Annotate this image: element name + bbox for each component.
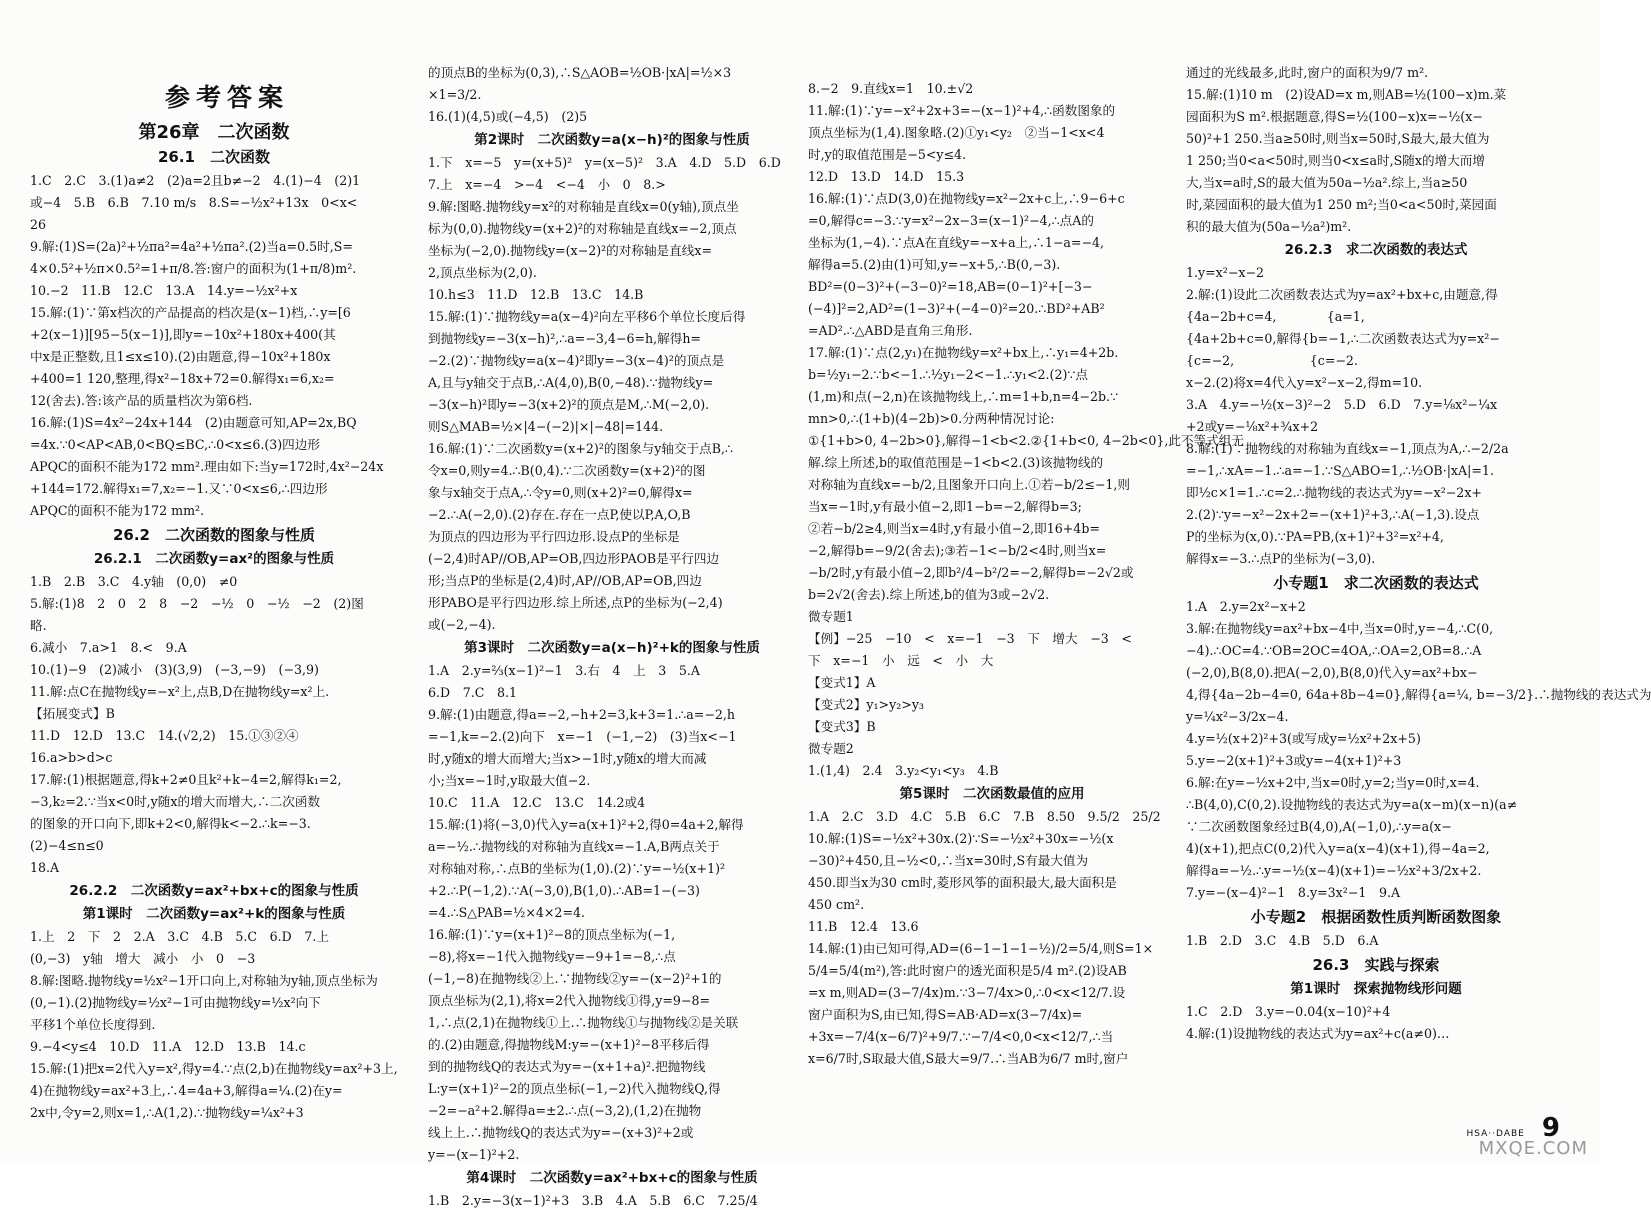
answer-line: 顶点坐标为(2,1),将x=2代入抛物线①得,y=9−8=: [428, 993, 711, 1008]
answer-line: 形;当点P的坐标是(2,4)时,AP//OB,AP=OB,四边: [428, 573, 702, 588]
answer-line: 到抛物线y=−3(x−h)²,∴a=−3,4−6=h,解得h=: [428, 331, 701, 346]
answer-line: 窗户面积为S,由已知,得S=AB·AD=x(3−7/4x)=: [808, 1007, 1083, 1022]
answer-line: =AD².∴△ABD是直角三角形.: [808, 323, 973, 338]
answer-line: 9.解:(1)S=(2a)²+½πa²=4a²+½πa².(2)当a=0.5时,S=: [30, 239, 353, 254]
answer-line: 1.A 2.y=⅔(x−1)²−1 3.右 4 上 3 5.A: [428, 663, 701, 678]
answer-line: 坐标为(1,−4).∵点A在直线y=−x+a上,∴1−a=−4,: [808, 235, 1105, 250]
answer-line: =4x.∵0<AP<AB,0<BQ≤BC,∴0<x≤6.(3)四边形: [30, 437, 320, 452]
answer-line: 6.减小 7.a>1 8.< 9.A: [30, 640, 187, 655]
answer-line: ×1=3/2.: [428, 87, 482, 102]
answer-line: 16.a>b>d>c: [30, 750, 113, 765]
answer-line: (1,m)和点(−2,n)在该抛物线上,∴m=1+b,n=4−2b.∵: [808, 389, 1119, 404]
answer-line: 时,菜园面积的最大值为1 250 m²;当0<a<50时,菜园面: [1186, 197, 1497, 212]
answer-line: 7.上 x=−4 >−4 <−4 小 0 8.>: [428, 177, 666, 192]
answer-line: 的图象的开口向下,即k+2<0,解得k<−2.∴k=−3.: [30, 816, 311, 831]
answer-line: 15.解:(1)将(−3,0)代入y=a(x+1)²+2,得0=4a+2,解得: [428, 817, 744, 832]
answer-line: (−2,4)时AP//OB,AP=OB,四边形PAOB是平行四边: [428, 551, 720, 566]
section-heading: 26.3 实践与探索: [1312, 956, 1440, 974]
answer-line: +3x=−7/4(x−6/7)²+9/7.∵−7/4<0,0<x<12/7,∴当: [808, 1029, 1114, 1044]
section-heading: 小专题1 求二次函数的表达式: [1273, 574, 1479, 592]
answer-line: 的顶点B的坐标为(0,3),∴S△AOB=½OB·|xA|=½×3: [428, 65, 732, 80]
answer-line: =−1,∴xA=−1.∴a=−1.∵S△ABO=1,∴½OB·|xA|=1.: [1186, 463, 1494, 478]
answer-line: 2,顶点坐标为(2,0).: [428, 265, 537, 280]
answer-line: 11.B 12.4 13.6: [808, 919, 919, 934]
answer-line: 2.解:(1)设此二次函数表达式为y=ax²+bx+c,由题意,得: [1186, 287, 1498, 302]
answer-line: 【例】−25 −10 < x=−1 −3 下 增大 −3 <: [808, 631, 1132, 646]
answer-line: 略.: [30, 618, 47, 633]
answer-line: 8.−2 9.直线x=1 10.±√2: [808, 81, 974, 96]
answer-line: +2或y=−⅛x²+¾x+2: [1186, 419, 1319, 434]
answer-line: 10.C 11.A 12.C 13.C 14.2或4: [428, 795, 646, 810]
answer-line: 到的抛物线Q的表达式为y=−(x+1+a)².把抛物线: [428, 1059, 706, 1074]
answer-line: 1.C 2.C 3.(1)a≠2 (2)a=2且b≠−2 4.(1)−4 (2)1: [30, 173, 361, 188]
answer-line: 16.解:(1)∵y=(x+1)²−8的顶点坐标为(−1,: [428, 927, 676, 942]
answer-line: (0,−1).(2)抛物线y=½x²−1可由抛物线y=½x²向下: [30, 995, 321, 1010]
answer-line: 6.解:在y=−½x+2中,当x=0时,y=2;当y=0时,x=4.: [1186, 775, 1480, 790]
answer-line: 【拓展变式】B: [30, 706, 115, 721]
answer-line: 3.解:在抛物线y=ax²+bx−4中,当x=0时,y=−4,∴C(0,: [1186, 621, 1494, 636]
answer-line: −3(x−h)²即y=−3(x+2)²的顶点是M,∴M(−2,0).: [428, 397, 710, 412]
answer-line: BD²=(0−3)²+(−3−0)²=18,AB=(0−1)²+[−3−: [808, 279, 1093, 294]
answer-line: 小;当x=−1时,y取最大值−2.: [428, 773, 591, 788]
answer-line: (−1,−8)在抛物线②上.∵抛物线②y=−(x−2)²+1的: [428, 971, 722, 986]
answer-line: −2,解得b=−9/2(舍去);③若−1<−b/2<4时,则当x=: [808, 543, 1107, 558]
answer-line: 1.上 2 下 2 2.A 3.C 4.B 5.C 6.D 7.上: [30, 929, 329, 944]
answer-line: 10.解:(1)S=−½x²+30x.(2)∵S=−½x²+30x=−½(x: [808, 831, 1114, 846]
answer-line: 时,y的取值范围是−5<y≤4.: [808, 147, 967, 162]
answer-line: 1.B 2.D 3.C 4.B 5.D 6.A: [1186, 933, 1379, 948]
answer-line: 的.(2)由题意,得抛物线M:y=−(x+1)²−8平移后得: [428, 1037, 710, 1052]
answer-line: 1,∴点(2,1)在抛物线①上.∴抛物线①与抛物线②是关联: [428, 1015, 739, 1030]
answer-line: 坐标为(−2,0).抛物线y=(x−2)²的对称轴是直线x=: [428, 243, 712, 258]
answer-line: 解得x=−3.∴点P的坐标为(−3,0).: [1186, 551, 1376, 566]
column-4: [1186, 62, 1651, 1045]
answer-line: 16.解:(1)∵点D(3,0)在抛物线y=x²−2x+c上,∴9−6+c: [808, 191, 1125, 206]
answer-line: 4,得{4a−2b−4=0, 64a+8b−4=0},解得{a=¼, b=−3/2}.∴抛物线的表达式为: [1186, 687, 1651, 702]
answer-line: 线上上.∴抛物线Q的表达式为y=−(x+3)²+2或: [428, 1125, 694, 1140]
answer-line: −30)²+450,且−½<0,∴当x=30时,S有最大值为: [808, 853, 1089, 868]
answer-line: =0,解得c=−3.∵y=x²−2x−3=(x−1)²−4,∴点A的: [808, 213, 1094, 228]
answer-line: 则S△MAB=½×|4−(−2)|×|−48|=144.: [428, 419, 664, 434]
answer-line: A,且与y轴交于点B,∴A(4,0),B(0,−48).∵抛物线y=: [428, 375, 714, 390]
answer-line: −3,k₂=2.∵当x<0时,y随x的增大而增大,∴二次函数: [30, 794, 321, 809]
answer-line: 解.综上所述,b的取值范围是−1<b<2.(3)该抛物线的: [808, 455, 1104, 470]
answer-line: 解得a=5.(2)由(1)可知,y=−x+5,∴B(0,−3).: [808, 257, 1061, 272]
answer-line: 当x=−1时,y有最小值−2,即1−b=−2,解得b=3;: [808, 499, 1082, 514]
answer-line: 4.y=½(x+2)²+3(或写成y=½x²+2x+5): [1186, 731, 1421, 746]
answer-line: =−1,k=−2.(2)向下 x=−1 (−1,−2) (3)当x<−1: [428, 729, 737, 744]
answer-line: 5/4=5/4(m²),答:此时窗户的透光面积是5/4 m².(2)设AB: [808, 963, 1127, 978]
section-heading: 26.2.2 二次函数y=ax²+bx+c的图象与性质: [69, 883, 359, 899]
answer-line: 1.B 2.B 3.C 4.y轴 (0,0) ≠0: [30, 574, 238, 589]
answer-line: 对称轴为直线x=−b/2,且图象开口向上.①若−b/2≤−1,则: [808, 477, 1131, 492]
answer-line: 1.A 2.y=2x²−x+2: [1186, 599, 1306, 614]
answer-line: ∴B(4,0),C(0,2).设抛物线的表达式为y=a(x−m)(x−n)(a≠: [1186, 797, 1518, 812]
answer-line: 11.D 12.D 13.C 14.(√2,2) 15.①③②④: [30, 728, 299, 743]
answer-line: −2.∴A(−2,0).(2)存在.存在一点P,使以P,A,O,B: [428, 507, 691, 522]
answer-line: 450.即当x为30 cm时,菱形风筝的面积最大,最大面积是: [808, 875, 1117, 890]
answer-line: 4×0.5²+½π×0.5²=1+π/8.答:窗户的面积为(1+π/8)m².: [30, 261, 357, 276]
answer-line: −2.(2)∵抛物线y=a(x−4)²即y=−3(x−4)²的顶点是: [428, 353, 725, 368]
answer-line: =4.∴S△PAB=½×4×2=4.: [428, 905, 586, 920]
answer-line: 【变式2】y₁>y₂>y₃: [808, 697, 924, 712]
answer-line: mn>0,∴(1+b)(4−2b)>0.分两种情况讨论:: [808, 411, 1055, 426]
answer-line: 11.解:点C在抛物线y=−x²上,点B,D在抛物线y=x²上.: [30, 684, 330, 699]
answer-line: −8),将x=−1代入抛物线y=−9+1=−8,∴点: [428, 949, 676, 964]
answer-line: APQC的面积不能为172 mm².: [30, 503, 205, 518]
answer-line: 1.y=x²−x−2: [1186, 265, 1265, 280]
answer-line: {c=−2, {c=−2.: [1186, 353, 1358, 368]
answer-line: 15.解:(1)把x=2代入y=x²,得y=4.∵点(2,b)在抛物线y=ax²+3上,: [30, 1061, 398, 1076]
answer-line: 平移1个单位长度得到.: [30, 1017, 156, 1032]
answer-line: b=½y₁−2.∵b<−1.∴½y₁−2<−1.∴y₁<2.(2)∵点: [808, 367, 1089, 382]
chapter-heading: 第26章 二次函数: [138, 122, 290, 143]
answer-line: 顶点坐标为(1,4).图象略.(2)①y₁<y₂ ②当−1<x<4: [808, 125, 1105, 140]
answer-line: 4)在抛物线y=ax²+3上,∴4=4a+3,解得a=¼.(2)在y=: [30, 1083, 343, 1098]
page-title: 参考答案: [165, 83, 290, 112]
answer-line: 17.解:(1)∵点(2,y₁)在抛物线y=x²+bx上,∴y₁=4+2b.: [808, 345, 1119, 360]
watermark: MXQE.COM: [1478, 1138, 1588, 1159]
answer-line: 即½c×1=1.∴c=2.∴抛物线的表达式为y=−x²−2x+: [1186, 485, 1482, 500]
section-heading: 26.2.1 二次函数y=ax²的图象与性质: [93, 551, 335, 567]
answer-line: 5.解:(1)8 2 0 2 8 −2 −½ 0 −½ −2 (2)图: [30, 596, 364, 611]
column-1: [30, 78, 398, 1124]
answer-line: 15.解:(1)10 m (2)设AD=x m,则AB=½(100−x)m.菜: [1186, 87, 1507, 102]
answer-line: 10.(1)−9 (2)减小 (3)(3,9) (−3,−9) (−3,9): [30, 662, 319, 677]
answer-line: −2=−a²+2.解得a=±2.∴点(−3,2),(1,2)在抛物: [428, 1103, 702, 1118]
answer-line: 16.(1)(4,5)或(−4,5) (2)5: [428, 109, 588, 124]
answer-line: 【变式3】B: [808, 719, 876, 734]
answer-line: 2.(2)∵y=−x²−2x+2=−(x+1)²+3,∴A(−1,3).设点: [1186, 507, 1480, 522]
answer-line: b=2√2(舍去).综上所述,b的值为3或−2√2.: [808, 587, 1050, 602]
answer-line: 1.(1,4) 2.4 3.y₂<y₁<y₃ 4.B: [808, 763, 999, 778]
answer-line: 7.y=−(x−4)²−1 8.y=3x²−1 9.A: [1186, 885, 1401, 900]
answer-line: 令x=0,则y=4.∴B(0,4).∵二次函数y=(x+2)²的图: [428, 463, 706, 478]
answer-line: 或(−2,−4).: [428, 617, 496, 632]
answer-line: y=−(x−1)²+2.: [428, 1147, 520, 1162]
answer-line: (2)−4≤n≤0: [30, 838, 104, 853]
answer-line: {4a−2b+c=4, {a=1,: [1186, 309, 1365, 324]
answer-line: =x m,则AD=(3−7/4x)m.∵3−7/4x>0,∴0<x<12/7.设: [808, 985, 1126, 1000]
answer-line: 10.−2 11.B 12.C 13.A 14.y=−½x²+x: [30, 283, 298, 298]
section-heading: 小专题2 根据函数性质判断函数图象: [1250, 908, 1502, 926]
section-heading: 26.1 二次函数: [157, 148, 270, 166]
answer-line: {4a+2b+c=0,解得{b=−1,∴二次函数表达式为y=x²−: [1186, 331, 1500, 346]
answer-line: x=6/7时,S取最大值,S最大=9/7.∴当AB为6/7 m时,窗户: [808, 1051, 1129, 1066]
answer-line: 形PABO是平行四边形.综上所述,点P的坐标为(−2,4): [428, 595, 723, 610]
answer-line: 大,当x=a时,S的最大值为50a−½a².综上,当a≥50: [1186, 175, 1468, 190]
answer-line: L:y=(x+1)²−2的顶点坐标(−1,−2)代入抛物线Q,得: [428, 1081, 721, 1096]
answer-line: 18.A: [30, 860, 60, 875]
answer-line: 9.解:图略.抛物线y=x²的对称轴是直线x=0(y轴),顶点坐: [428, 199, 739, 214]
answer-line: (0,−3) y轴 增大 减小 小 0 −3: [30, 951, 256, 966]
answer-line: 15.解:(1)∵抛物线y=a(x−4)²向左平移6个单位长度后得: [428, 309, 746, 324]
answer-line: +2.∴P(−1,2).∵A(−3,0),B(1,0).∴AB=1−(−3): [428, 883, 700, 898]
answer-line: 16.解:(1)∵二次函数y=(x+2)²的图象与y轴交于点B,∴: [428, 441, 734, 456]
answer-line: 14.解:(1)由已知可得,AD=(6−1−1−1−½)/2=5/4,则S=1×: [808, 941, 1154, 956]
answer-line: 为顶点的四边形为平行四边形.设点P的坐标是: [428, 529, 680, 544]
section-heading: 26.2.3 求二次函数的表达式: [1284, 242, 1468, 258]
answer-line: 12.D 13.D 14.D 15.3: [808, 169, 965, 184]
section-heading: 26.2 二次函数的图象与性质: [112, 526, 315, 544]
answer-line: 通过的光线最多,此时,窗户的面积为9/7 m².: [1186, 65, 1429, 80]
answer-line: 微专题2: [808, 741, 854, 756]
answer-line: 2x中,令y=2,则x=1,∴A(1,2).∵抛物线y=¼x²+3: [30, 1105, 304, 1120]
page-number: 9: [1541, 1113, 1560, 1143]
answer-line: 10.h≤3 11.D 12.B 13.C 14.B: [428, 287, 644, 302]
answer-line: 4.解:(1)设抛物线的表达式为y=ax²+c(a≠0)…: [1186, 1026, 1450, 1041]
answer-line: P的坐标为(x,0).∵PA=PB,(x+1)²+3²=x²+4,: [1186, 529, 1444, 544]
answer-line: x−2.(2)将x=4代入y=x²−x−2,得m=10.: [1186, 375, 1423, 390]
answer-line: ②若−b/2≥4,则当x=4时,y有最小值−2,即16+4b=: [808, 521, 1100, 536]
answer-line: −4).∴OC=4.∵OB=2OC=4OA,∴OA=2,OB=8.∴A: [1186, 643, 1482, 658]
section-heading: 第1课时 探索抛物线形问题: [1290, 981, 1462, 997]
answer-line: 8.解:图略.抛物线y=½x²−1开口向上,对称轴为y轴,顶点坐标为: [30, 973, 378, 988]
answer-line: 8.解:(1)∵抛物线的对称轴为直线x=−1,顶点为A,∴−2/2a: [1186, 441, 1509, 456]
answer-line: −b/2时,y有最小值−2,即b²/4−b²/2=−2,解得b=−2√2或: [808, 565, 1134, 580]
answer-line: 积的最大值为(50a−½a²)m².: [1186, 219, 1352, 234]
answer-line: 6.D 7.C 8.1: [428, 685, 517, 700]
answer-line: 26: [30, 217, 47, 232]
answer-line: 17.解:(1)根据题意,得k+2≠0且k²+k−4=2,解得k₁=2,: [30, 772, 342, 787]
answer-line: (−2,0),B(8,0).把A(−2,0),B(8,0)代入y=ax²+bx−: [1186, 665, 1478, 680]
answer-line: 对称轴对称,∴点B的坐标为(1,0).(2)∵y=−½(x+1)²: [428, 861, 726, 876]
section-heading: 第1课时 二次函数y=ax²+k的图象与性质: [82, 906, 346, 922]
section-heading: 第5课时 二次函数最值的应用: [899, 786, 1085, 802]
answer-line: +144=172.解得x₁=7,x₂=−1.又∵0<x≤6,∴四边形: [30, 481, 328, 496]
answer-line: 1.B 2.y=−3(x−1)²+3 3.B 4.A 5.B 6.C 7.25/4: [428, 1193, 758, 1208]
answer-line: 【变式1】A: [808, 675, 876, 690]
answer-line: 解得a=−½.∴y=−½(x−4)(x+1)=−½x²+3/2x+2.: [1186, 863, 1482, 878]
answer-line: 1.A 2.C 3.D 4.C 5.B 6.C 7.B 8.50 9.5/2 25/2: [808, 809, 1161, 824]
answer-line: 时,y随x的增大而增大;当x>−1时,y随x的增大而减: [428, 751, 707, 766]
answer-line: +2(x−1)][95−5(x−1)],即y=−10x²+180x+400(其: [30, 327, 336, 342]
column-2: [428, 62, 796, 1212]
answer-line: 12(舍去).答:该产品的质量档次为第6档.: [30, 393, 253, 408]
answer-line: 9.解:(1)由题意,得a=−2,−h+2=3,k+3=1.∴a=−2,h: [428, 707, 736, 722]
section-heading: 第2课时 二次函数y=a(x−h)²的图象与性质: [474, 132, 750, 148]
answer-line: ∵二次函数图象经过B(4,0),A(−1,0),∴y=a(x−: [1186, 819, 1452, 834]
section-heading: 第4课时 二次函数y=ax²+bx+c的图象与性质: [466, 1170, 758, 1186]
answer-line: a=−½.∴抛物线的对称轴为直线x=−1.A,B两点关于: [428, 839, 720, 854]
answer-line: 50)²+1 250.当a≥50时,则当x=50时,S最大,最大值为: [1186, 131, 1490, 146]
answer-line: 4)(x+1),把点C(0,2)代入y=a(x−4)(x+1),得−4a=2,: [1186, 841, 1490, 856]
answer-line: 5.y=−2(x+1)²+3或y=−4(x+1)²+3: [1186, 753, 1402, 768]
answer-line: (−4)]²=2,AD²=(1−3)²+(−4−0)²=20.∴BD²+AB²: [808, 301, 1105, 316]
answer-line: y=¼x²−3/2x−4.: [1186, 709, 1289, 724]
answer-line: 15.解:(1)∵第x档次的产品提高的档次是(x−1)档,∴y=[6: [30, 305, 351, 320]
answer-line: 中x是正整数,且1≤x≤10).(2)由题意,得−10x²+180x: [30, 349, 331, 364]
answer-line: 或−4 5.B 6.B 7.10 m/s 8.S=−½x²+13x 0<x<: [30, 195, 358, 210]
answer-line: APQC的面积不能为172 mm².理由如下:当y=172时,4x²−24x: [30, 459, 384, 474]
answer-line: 象与x轴交于点A,∴令y=0,则(x+2)²=0,解得x=: [428, 485, 693, 500]
answer-line: 16.解:(1)S=4x²−24x+144 (2)由题意可知,AP=2x,BQ: [30, 415, 357, 430]
answer-line: 园面积为S m².根据题意,得S=½(100−x)x=−½(x−: [1186, 109, 1483, 124]
answer-line: 3.A 4.y=−½(x−3)²−2 5.D 6.D 7.y=⅛x²−¼x: [1186, 397, 1498, 412]
answer-line: 标为(0,0).抛物线y=(x+2)²的对称轴是直线x=−2,顶点: [428, 221, 737, 236]
answer-line: 11.解:(1)∵y=−x²+2x+3=−(x−1)²+4,∴函数图象的: [808, 103, 1116, 118]
answer-line: 1.C 2.D 3.y=−0.04(x−10)²+4: [1186, 1004, 1391, 1019]
answer-line: +400=1 120,整理,得x²−18x+72=0.解得x₁=6,x₂=: [30, 371, 335, 386]
footer-tag: HSA··DABE: [1466, 1129, 1525, 1139]
section-heading: 第3课时 二次函数y=a(x−h)²+k的图象与性质: [464, 640, 760, 656]
answer-line: ①{1+b>0, 4−2b>0},解得−1<b<2.②{1+b<0, 4−2b<0},此不等式组无: [808, 433, 1244, 448]
answer-line: 下 x=−1 小 远 < 小 大: [808, 653, 994, 668]
answer-line: 微专题1: [808, 609, 854, 624]
answer-line: 1.下 x=−5 y=(x+5)² y=(x−5)² 3.A 4.D 5.D 6.D: [428, 155, 781, 170]
answer-line: 1 250;当0<a<50时,则当0<x≤a时,S随x的增大而增: [1186, 153, 1485, 168]
answer-line: 9.−4<y≤4 10.D 11.A 12.D 13.B 14.c: [30, 1039, 306, 1054]
answer-line: 450 cm².: [808, 897, 865, 912]
